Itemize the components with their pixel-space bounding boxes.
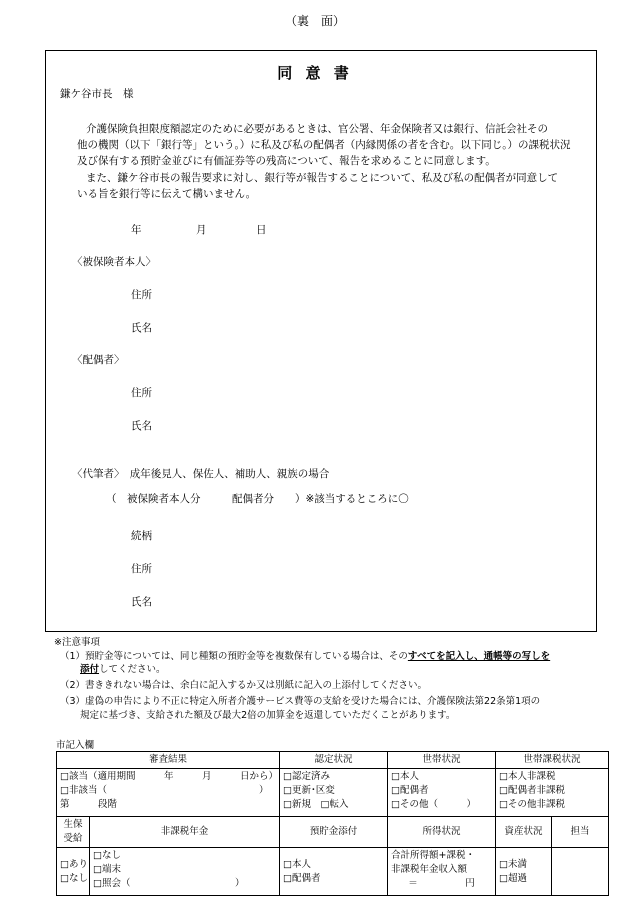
- note-3: （3）虚偽の申告により不正に特定入所者介護サービス費等の支給を受けた場合には、介護保険法第22条第1項の: [60, 696, 541, 707]
- review-applicable: □該当（適用期間 年 月 日から）: [60, 771, 278, 782]
- income-line-2: 非課税年金収入額: [391, 864, 468, 875]
- savings-spouse: □配偶者: [283, 872, 321, 884]
- review-stage: 第 段階: [60, 799, 118, 810]
- welfare-recipient-header: 生保受給: [57, 817, 90, 848]
- note-1-emphasis-2: 添付: [80, 664, 100, 675]
- consent-paragraph-1-line-2: 他の機関（以下「銀行等」という。）に私及び私の配偶者（内縁関係の者を含む。以下同じ。）の課税状況: [77, 139, 571, 151]
- city-use-heading: 市記入欄: [56, 740, 95, 751]
- date-month-label: 月: [196, 224, 207, 236]
- insured-person-heading: 〈被保険者本人〉: [72, 256, 156, 268]
- consent-paragraph-1-line-1: 介護保険負担限度額認定のために必要があるときは、官公署、年金保険者又は銀行、信託会社その: [86, 123, 548, 135]
- household-tax-status-cell: [496, 769, 609, 817]
- consent-paragraph-1-line-3: 及び保有する預貯金並びに有価証券等の残高について、報告を求めることに同意します。: [77, 155, 496, 167]
- tax-self-exempt: □本人非課税: [499, 771, 556, 782]
- consent-paragraph-2-line-1: また、鎌ケ谷市長の報告要求に対し、銀行等が報告することについて、私及び私の配偶者が同意して: [86, 172, 559, 184]
- city-use-table: [56, 751, 609, 896]
- proxy-name-label: 氏名: [131, 596, 152, 608]
- cert-renewal: □更新･区変: [283, 785, 335, 796]
- note-1-text-2: してください。: [99, 664, 166, 675]
- savings-attachment-header: 預貯金添付: [280, 817, 388, 848]
- income-line-1: 合計所得額+課税・: [391, 850, 475, 861]
- certification-status-cell: [280, 769, 388, 817]
- pension-terminal: □端末: [93, 864, 121, 875]
- note-1-text: （1）預貯金等については、同じ種類の預貯金等を複数保有している場合は、その: [60, 651, 408, 662]
- note-1: [60, 648, 550, 662]
- income-status-header: 所得状況: [388, 817, 496, 848]
- cert-new-transfer: □新規 □転入: [283, 799, 349, 810]
- spouse-heading: 〈配偶者〉: [72, 354, 125, 366]
- asset-status-header: 資産状況: [496, 817, 552, 848]
- pension-inquiry: □照会（ ）: [93, 878, 245, 889]
- welfare-yes: □あり: [60, 858, 88, 870]
- notes-heading: ※注意事項: [54, 637, 100, 648]
- household-tax-status-header: 世帯課税状況: [496, 752, 609, 769]
- savings-self: □本人: [283, 858, 311, 870]
- savings-attachment-cell: [280, 848, 388, 896]
- proxy-choice: （ 被保険者本人分 配偶者分 ）※該当するところに〇: [106, 493, 409, 505]
- tax-other-exempt: □その他非課税: [499, 799, 565, 810]
- date-year-label: 年: [131, 224, 142, 236]
- household-other: □その他（ ）: [391, 799, 476, 810]
- staff-cell: [552, 848, 609, 896]
- insured-address-label: 住所: [131, 289, 152, 301]
- household-self: □本人: [391, 771, 419, 782]
- insured-name-label: 氏名: [131, 322, 152, 334]
- note-3-continued: 規定に基づき、支給された額及び最大2倍の加算金を返還していただくことがあります。: [80, 710, 456, 721]
- consent-paragraph-2-line-2: いる旨を銀行等に伝えて構いません。: [77, 188, 257, 200]
- household-spouse: □配偶者: [391, 785, 429, 796]
- income-line-3: ＝ 円: [408, 878, 475, 889]
- household-status-cell: [388, 769, 496, 817]
- proxy-address-label: 住所: [131, 563, 152, 575]
- welfare-recipient-cell: [57, 848, 90, 896]
- welfare-no: □なし: [60, 872, 88, 884]
- assets-over: □超過: [499, 872, 527, 884]
- cert-certified: □認定済み: [283, 771, 330, 782]
- assets-under: □未満: [499, 858, 527, 870]
- nontaxable-pension-cell: [90, 848, 280, 896]
- proxy-relation-label: 続柄: [131, 530, 152, 542]
- date-day-label: 日: [256, 224, 267, 236]
- review-not-applicable: □非該当（ ）: [60, 785, 269, 796]
- spouse-name-label: 氏名: [131, 420, 152, 432]
- pension-none: □なし: [93, 850, 121, 861]
- note-2: （2）書ききれない場合は、余白に記入するか又は別紙に記入の上添付してください。: [60, 680, 428, 691]
- spouse-address-label: 住所: [131, 387, 152, 399]
- nontaxable-pension-header: 非課税年金: [90, 817, 280, 848]
- review-result-header: 審査結果: [57, 752, 280, 769]
- asset-status-cell: [496, 848, 552, 896]
- addressee: 鎌ケ谷市長 様: [60, 88, 134, 100]
- tax-spouse-exempt: □配偶者非課税: [499, 785, 565, 796]
- certification-status-header: 認定状況: [280, 752, 388, 769]
- reverse-side-label: （裏 面）: [284, 14, 345, 28]
- form-title: 同 意 書: [277, 64, 353, 82]
- income-status-cell: [388, 848, 496, 896]
- note-1-continued: [80, 661, 166, 675]
- proxy-heading: 〈代筆者〉 成年後見人、保佐人、補助人、親族の場合: [72, 468, 330, 480]
- note-1-emphasis: すべてを記入し、通帳等の写しを: [407, 651, 551, 662]
- staff-header: 担当: [552, 817, 609, 848]
- review-result-cell: [57, 769, 280, 817]
- household-status-header: 世帯状況: [388, 752, 496, 769]
